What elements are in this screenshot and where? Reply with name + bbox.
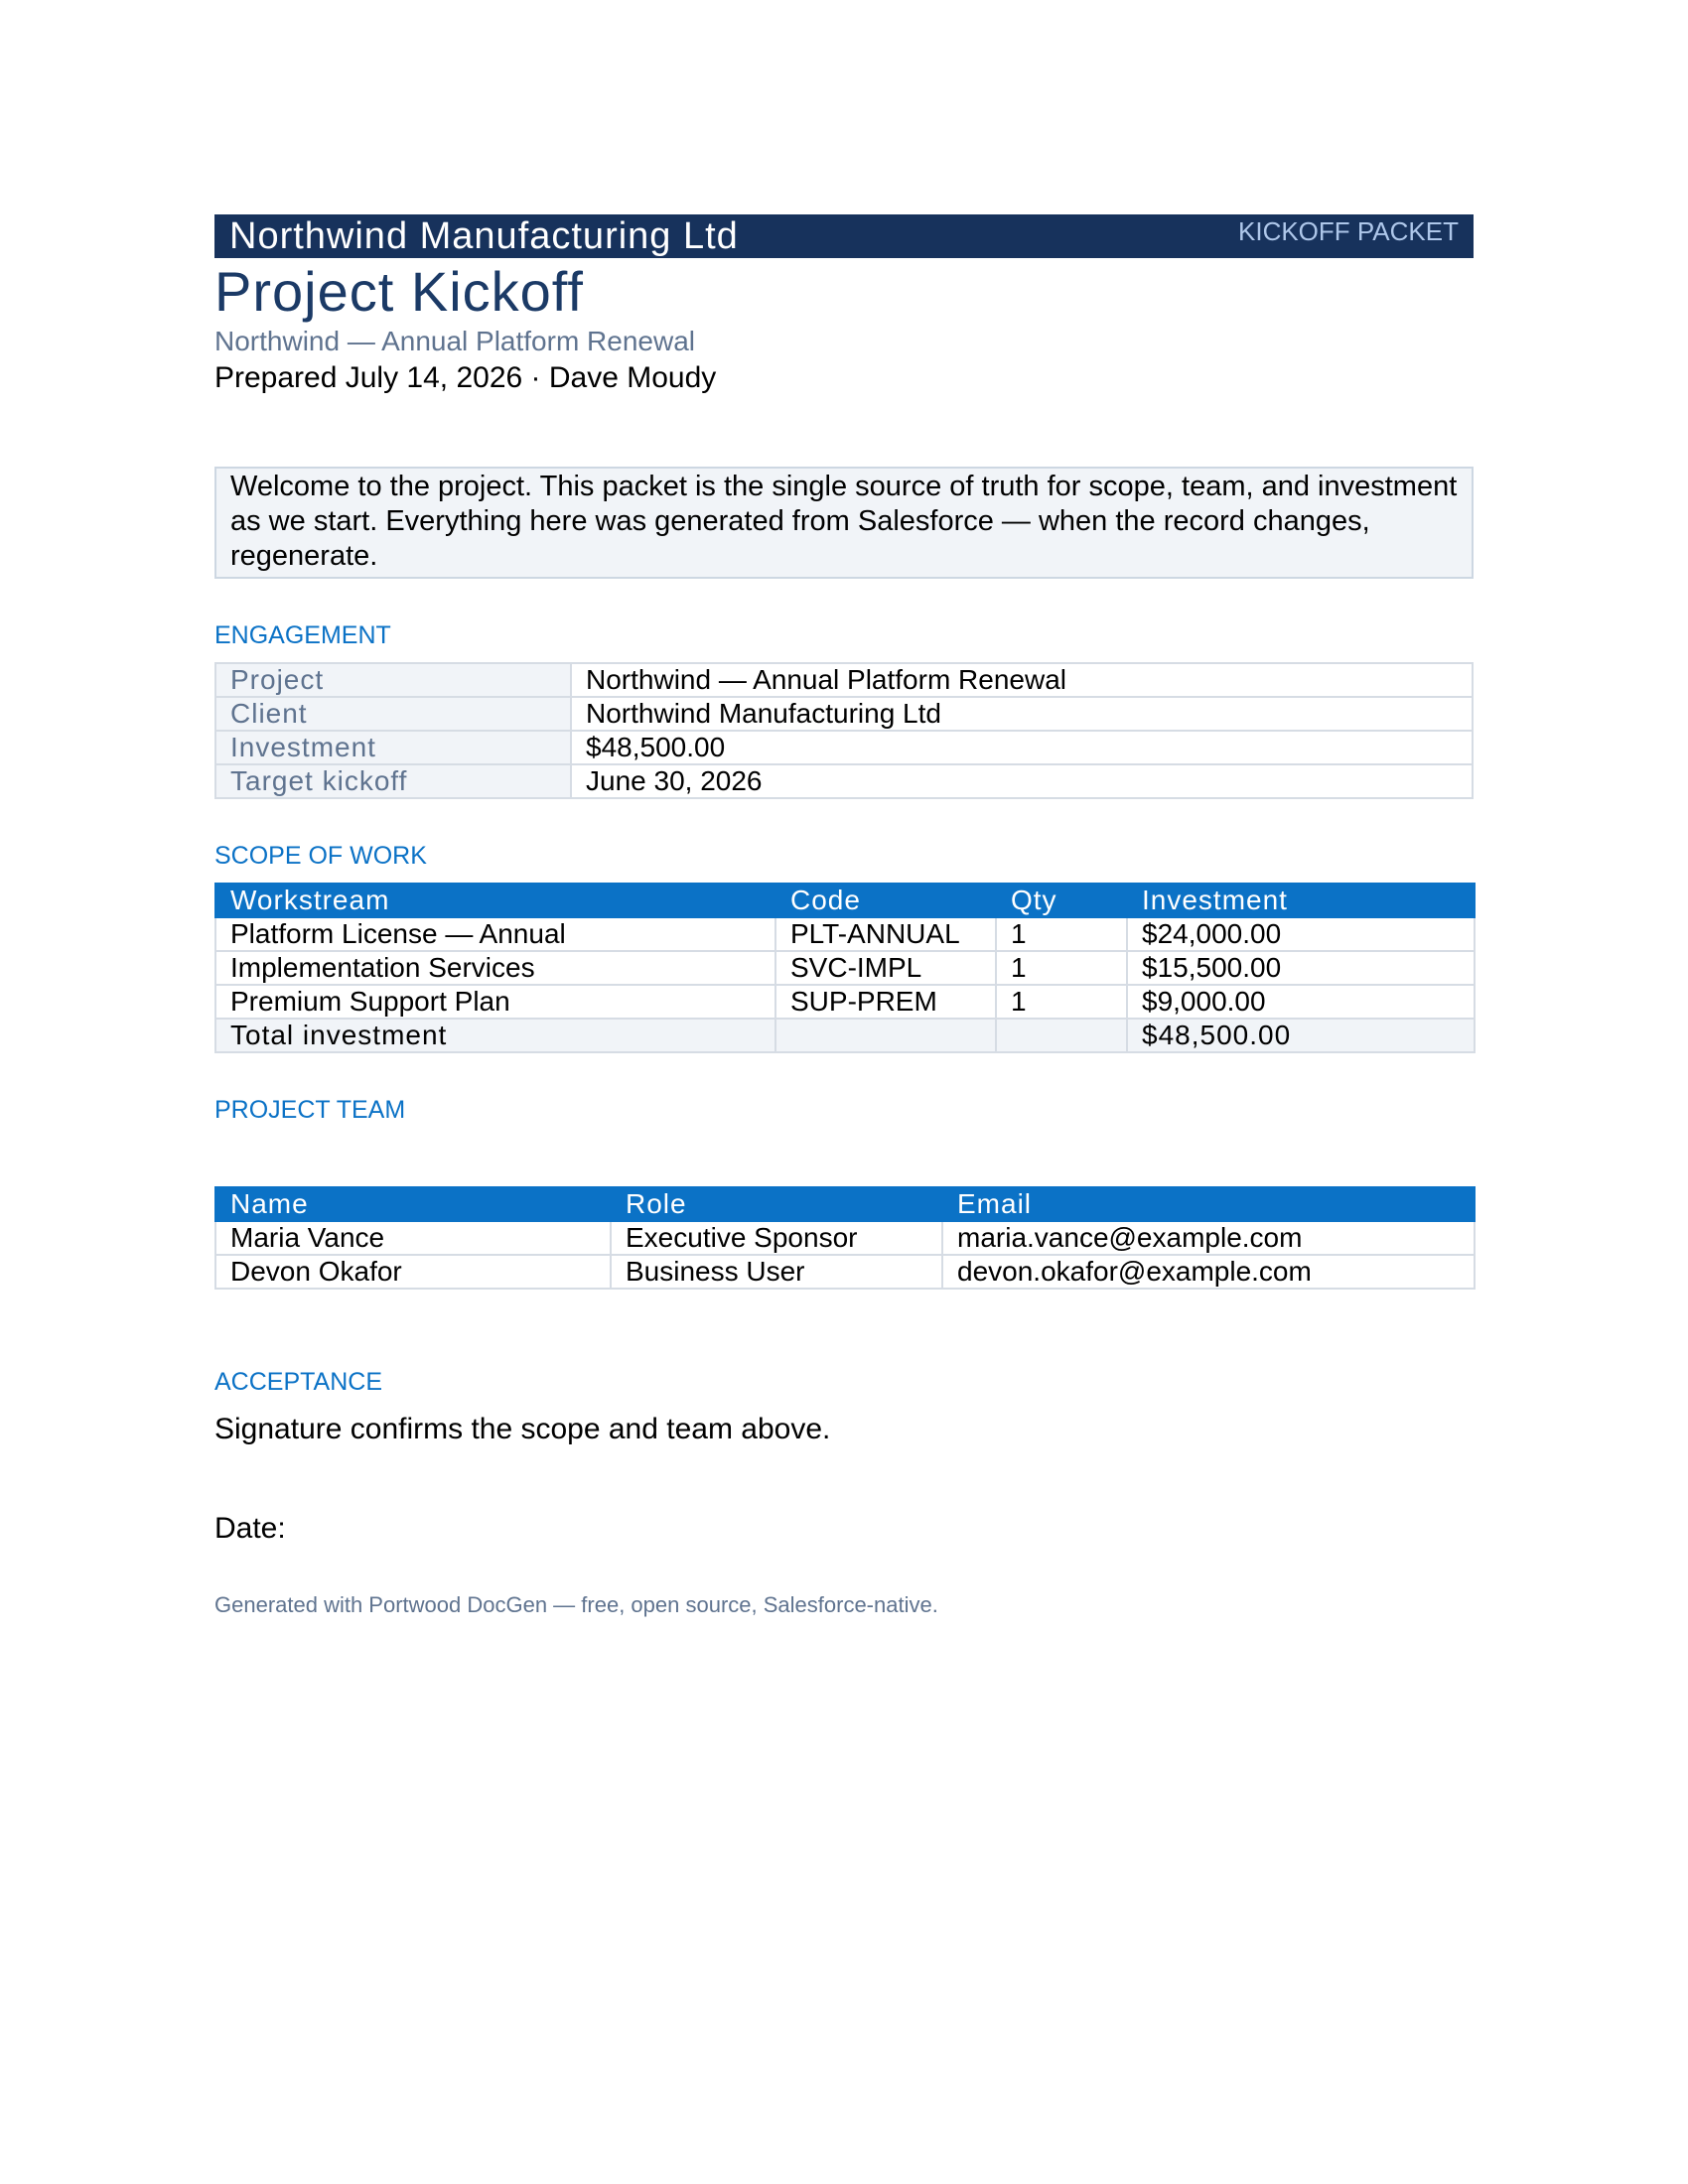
workstream-cell: Platform License — Annual bbox=[215, 917, 775, 951]
page-subtitle: Northwind — Annual Platform Renewal bbox=[214, 326, 696, 356]
engagement-heading: ENGAGEMENT bbox=[214, 621, 391, 649]
table-row bbox=[215, 663, 1473, 697]
code-cell: SVC-IMPL bbox=[775, 951, 996, 985]
prepared-line: Prepared July 14, 2026 · Dave Moudy bbox=[214, 361, 717, 394]
engagement-key: Project bbox=[215, 663, 571, 697]
member-role: Business User bbox=[611, 1255, 942, 1289]
table-row bbox=[215, 697, 1473, 731]
table-row bbox=[215, 1221, 1475, 1255]
total-value: $48,500.00 bbox=[1127, 1019, 1475, 1052]
qty-cell: 1 bbox=[996, 985, 1127, 1019]
table-row bbox=[215, 951, 1475, 985]
footer-note: Generated with Portwood DocGen — free, open source, Salesforce-native. bbox=[214, 1592, 938, 1617]
packet-tag: KICKOFF PACKET bbox=[1238, 216, 1459, 246]
workstream-cell: Premium Support Plan bbox=[215, 985, 775, 1019]
investment-cell: $24,000.00 bbox=[1127, 917, 1475, 951]
column-header-email: Email bbox=[942, 1187, 1475, 1221]
document-content bbox=[214, 214, 1474, 1619]
total-label: Total investment bbox=[215, 1019, 775, 1052]
qty-cell: 1 bbox=[996, 951, 1127, 985]
engagement-value: June 30, 2026 bbox=[571, 764, 1473, 798]
workstream-cell: Implementation Services bbox=[215, 951, 775, 985]
table-header-row bbox=[215, 884, 1475, 917]
table-header-row bbox=[215, 1187, 1475, 1221]
engagement-key: Client bbox=[215, 697, 571, 731]
empty-cell bbox=[775, 1019, 996, 1052]
scope-heading: SCOPE OF WORK bbox=[214, 842, 427, 870]
investment-cell: $15,500.00 bbox=[1127, 951, 1475, 985]
welcome-callout: Welcome to the project. This packet is the single source of truth for scope, team, and investment as we start. Everything here was generated from Salesforce — when the record changes, regenerate. bbox=[214, 467, 1474, 579]
engagement-value: Northwind Manufacturing Ltd bbox=[571, 697, 1473, 731]
total-row bbox=[215, 1019, 1475, 1052]
code-cell: SUP-PREM bbox=[775, 985, 996, 1019]
scope-table bbox=[214, 883, 1476, 1053]
acceptance-text: Signature confirms the scope and team above. bbox=[214, 1413, 831, 1445]
page-title: Project Kickoff bbox=[214, 260, 584, 323]
member-email: maria.vance@example.com bbox=[942, 1221, 1475, 1255]
engagement-value: $48,500.00 bbox=[571, 731, 1473, 764]
engagement-key: Target kickoff bbox=[215, 764, 571, 798]
engagement-table bbox=[214, 662, 1474, 799]
column-header-investment: Investment bbox=[1127, 884, 1475, 917]
header-banner bbox=[214, 214, 1474, 258]
investment-cell: $9,000.00 bbox=[1127, 985, 1475, 1019]
member-email: devon.okafor@example.com bbox=[942, 1255, 1475, 1289]
column-header-role: Role bbox=[611, 1187, 942, 1221]
table-row bbox=[215, 764, 1473, 798]
engagement-key: Investment bbox=[215, 731, 571, 764]
member-role: Executive Sponsor bbox=[611, 1221, 942, 1255]
qty-cell: 1 bbox=[996, 917, 1127, 951]
column-header-code: Code bbox=[775, 884, 996, 917]
engagement-value: Northwind — Annual Platform Renewal bbox=[571, 663, 1473, 697]
code-cell: PLT-ANNUAL bbox=[775, 917, 996, 951]
table-row bbox=[215, 917, 1475, 951]
member-name: Devon Okafor bbox=[215, 1255, 611, 1289]
team-table bbox=[214, 1186, 1476, 1290]
table-row bbox=[215, 731, 1473, 764]
team-heading: PROJECT TEAM bbox=[214, 1096, 406, 1124]
column-header-qty: Qty bbox=[996, 884, 1127, 917]
table-row bbox=[215, 1255, 1475, 1289]
empty-cell bbox=[996, 1019, 1127, 1052]
member-name: Maria Vance bbox=[215, 1221, 611, 1255]
column-header-name: Name bbox=[215, 1187, 611, 1221]
table-row bbox=[215, 985, 1475, 1019]
client-name: Northwind Manufacturing Ltd bbox=[229, 215, 739, 257]
column-header-workstream: Workstream bbox=[215, 884, 775, 917]
acceptance-heading: ACCEPTANCE bbox=[214, 1368, 383, 1396]
date-label: Date: bbox=[214, 1512, 286, 1545]
